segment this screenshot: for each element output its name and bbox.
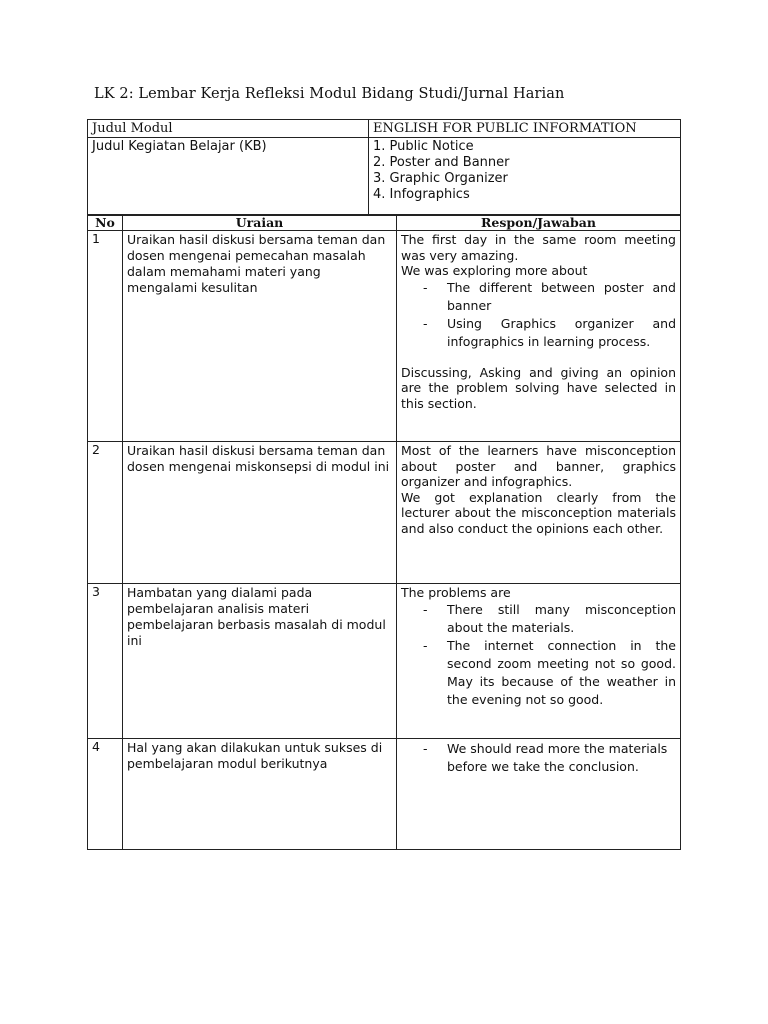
row-uraian: Uraikan hasil diskusi bersama teman dan dosen mengenai miskonsepsi di modul ini [123, 442, 397, 584]
respon-paragraph: Most of the learners have misconception about poster and banner, graphics organizer and infographics. [401, 443, 676, 489]
table-row [88, 442, 681, 584]
page-title: LK 2: Lembar Kerja Refleksi Modul Bidang Studi/Jurnal Harian [94, 86, 565, 102]
respon-outro: Discussing, Asking and giving an opinion are the problem solving have selected in this section. [401, 364, 676, 411]
row-uraian: Hal yang akan dilakukan untuk sukses di pembelajaran modul berikutnya [123, 739, 397, 850]
respon-intro2: We was exploring more about [401, 263, 588, 278]
respon-bullet: - We should read more the materials before we take the conclusion. [423, 741, 668, 774]
respon-bullet: - There still many misconception about the materials. [423, 601, 676, 635]
table-row [88, 231, 681, 442]
row-number: 1 [88, 231, 123, 442]
row-uraian: Hambatan yang dialami pada pembelajaran analisis materi pembelajaran berbasis masalah di modul ini [123, 584, 397, 739]
reflection-table [87, 214, 681, 850]
module-info-table [87, 119, 681, 216]
header-no: No [88, 215, 123, 231]
judul-modul-label: Judul Modul [88, 120, 369, 138]
respon-paragraph: We got explanation clearly from the lecturer about the misconception materials and also conduct the opinions each other. [401, 489, 676, 536]
judul-kb-label: Judul Kegiatan Belajar (KB) [88, 138, 369, 216]
respon-bullet-list [401, 279, 676, 351]
respon-bullet: - The different between poster and banner [423, 279, 676, 313]
kb-item: 3. Graphic Organizer [373, 171, 508, 186]
respon-intro: The problems are [401, 585, 511, 600]
judul-modul-value: ENGLISH FOR PUBLIC INFORMATION [369, 120, 681, 138]
respon-bullet: - The internet connection in the second zoom meeting not so good. May its because of the weather in the evening not so good. [423, 637, 676, 707]
respon-bullet-list [401, 740, 676, 776]
header-uraian: Uraian [123, 215, 397, 231]
kb-item: 2. Poster and Banner [373, 155, 510, 170]
header-respon: Respon/Jawaban [397, 215, 681, 231]
respon-bullet: - Using Graphics organizer and infographics in learning process. [423, 315, 676, 349]
kb-item: 1. Public Notice [373, 139, 474, 154]
kb-list [373, 139, 676, 203]
table-row [88, 739, 681, 850]
respon-bullet-list [401, 601, 676, 709]
row-uraian: Uraikan hasil diskusi bersama teman dan dosen mengenai pemecahan masalah dalam memahami materi yang mengalami kesulitan [123, 231, 397, 442]
respon-intro: The first day in the same room meeting was very amazing. [401, 232, 676, 263]
row-number: 2 [88, 442, 123, 584]
kb-item: 4. Infographics [373, 187, 470, 202]
row-number: 4 [88, 739, 123, 850]
row-number: 3 [88, 584, 123, 739]
table-row [88, 584, 681, 739]
